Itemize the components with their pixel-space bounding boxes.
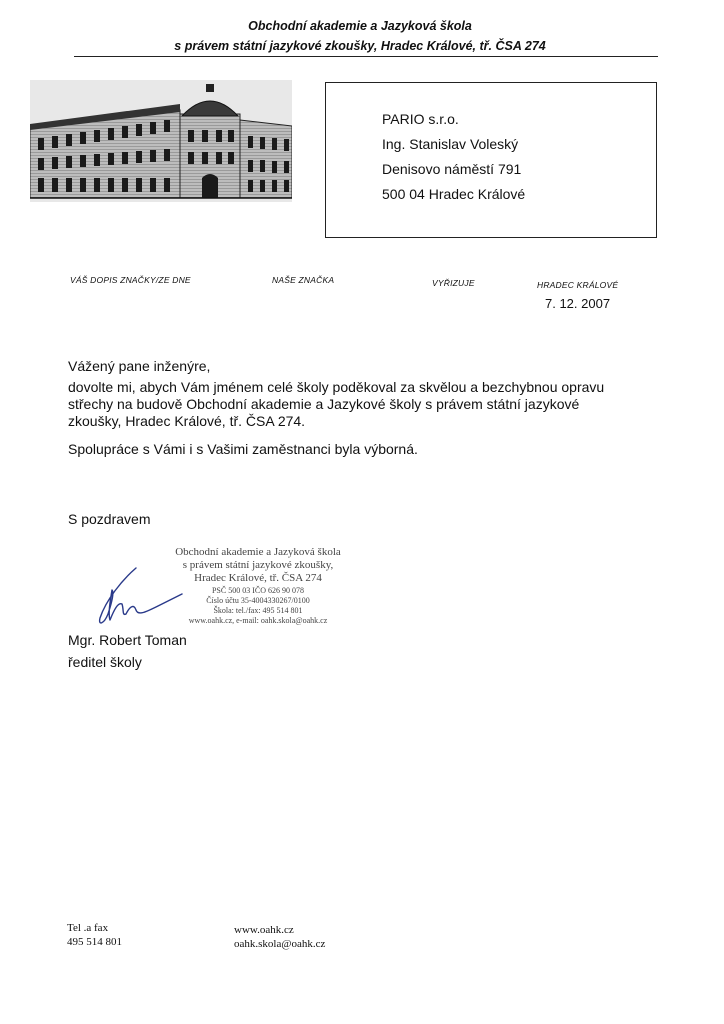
recipient-street: Denisovo náměstí 791 — [382, 161, 522, 177]
footer-email: oahk.skola@oahk.cz — [234, 938, 326, 950]
stamp-line5: Číslo účtu 35-4004330267/0100 — [206, 596, 310, 605]
footer-tel-label: Tel .a fax — [67, 922, 109, 934]
salutation: Vážený pane inženýre, — [68, 358, 211, 374]
closing: S pozdravem — [68, 511, 151, 527]
recipient-person: Ing. Stanislav Voleský — [382, 136, 519, 152]
paragraph1-line2: střechy na budově Obchodní akademie a Jazykové školy s právem státní jazykové — [68, 396, 580, 412]
paragraph2: Spolupráce s Vámi i s Vašimi zaměstnanci byla výborná. — [68, 441, 418, 457]
signer-name: Mgr. Robert Toman — [68, 632, 187, 648]
stamp-line1: Obchodní akademie a Jazyková škola — [175, 546, 341, 558]
letter-date: 7. 12. 2007 — [545, 296, 611, 311]
stamp-line2: s právem státní jazykové zkoušky, — [182, 559, 334, 571]
stamp-line6: Škola: tel./fax: 495 514 801 — [213, 606, 303, 615]
letterhead-school-detail: s právem státní jazykové zkoušky, Hradec Králové, tř. ČSA 274 — [174, 39, 546, 53]
recipient-city: 500 04 Hradec Králové — [382, 186, 526, 202]
stamp-line7: www.oahk.cz, e-mail: oahk.skola@oahk.cz — [188, 616, 328, 625]
place-label: HRADEC KRÁLOVÉ — [537, 280, 619, 290]
footer-web: www.oahk.cz — [234, 924, 294, 936]
letterhead-rule — [74, 56, 658, 57]
stamp-line3: Hradec Králové, tř. ČSA 274 — [194, 572, 322, 584]
recipient-company: PARIO s.r.o. — [382, 111, 459, 127]
signer-title: ředitel školy — [68, 654, 142, 670]
paragraph1-line1: dovolte mi, abych Vám jménem celé školy poděkoval za skvělou a bezchybnou opravu — [68, 379, 605, 395]
footer-tel-number: 495 514 801 — [67, 936, 122, 948]
our-reference-label: NAŠE ZNAČKA — [272, 275, 335, 285]
stamp-line4: PSČ 500 03 IČO 626 90 078 — [211, 586, 304, 595]
school-building-image — [30, 80, 292, 202]
recipient-address-box — [325, 82, 657, 238]
letterhead-school-name: Obchodní akademie a Jazyková škola — [248, 19, 472, 33]
handwritten-signature — [88, 562, 184, 632]
paragraph1-line3: zkoušky, Hradec Králové, tř. ČSA 274. — [68, 413, 306, 429]
your-letter-label: VÁŠ DOPIS ZNAČKY/ZE DNE — [70, 275, 191, 285]
handled-by-label: VYŘIZUJE — [432, 278, 475, 288]
